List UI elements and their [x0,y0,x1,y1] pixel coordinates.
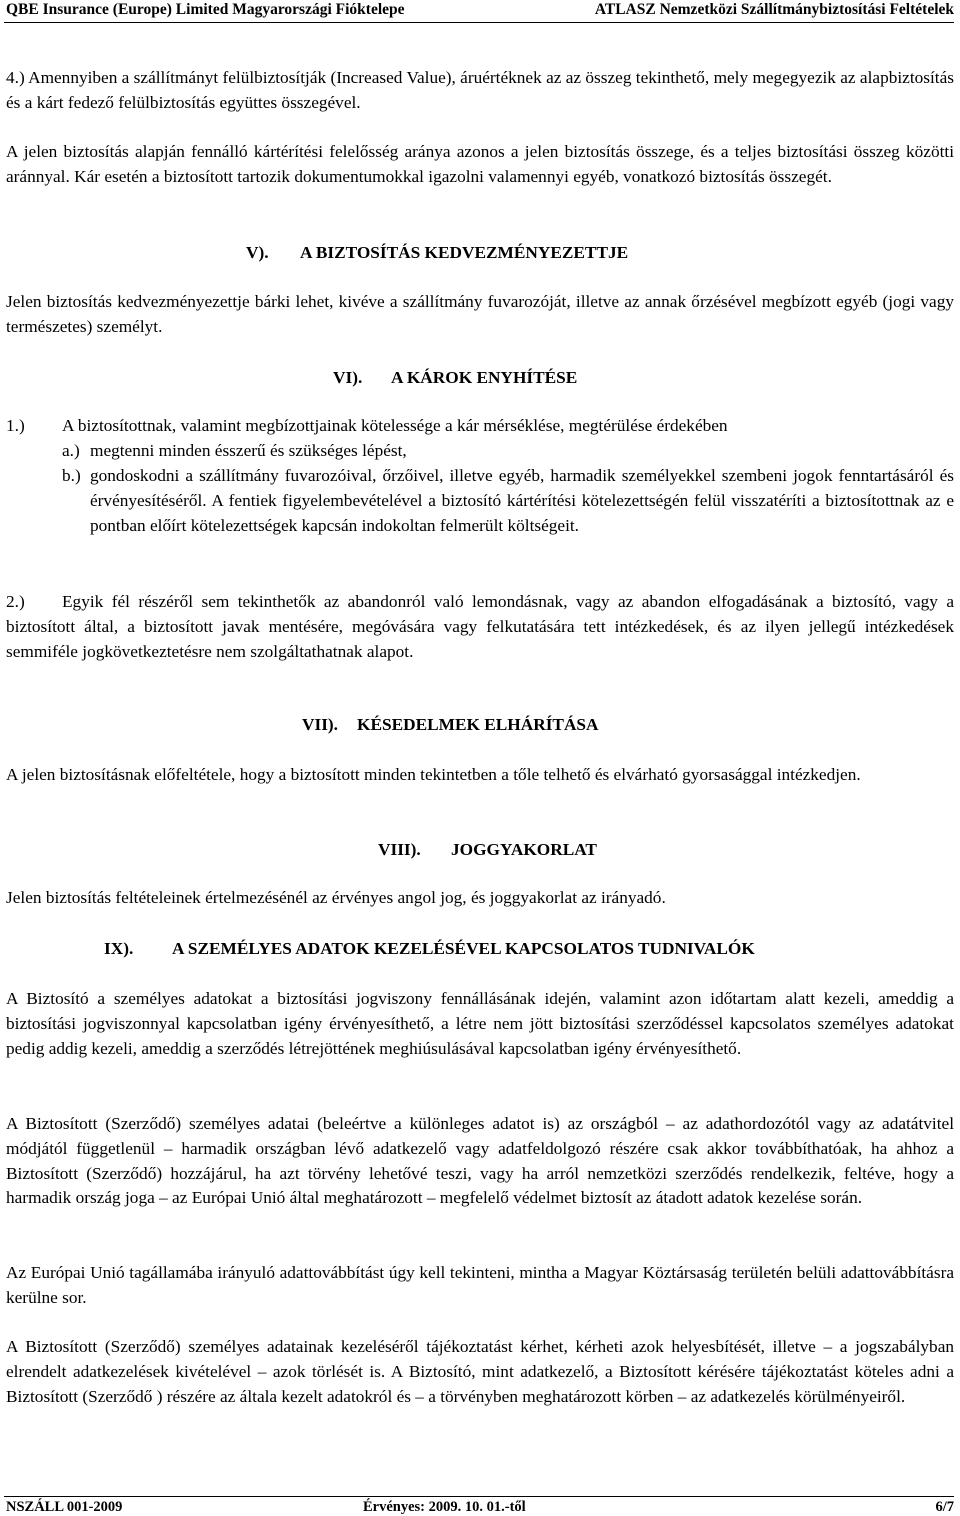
paragraph-data-transfer: A Biztosított (Szerződő) személyes adatai (beleértve a különleges adatot is) az országból – az adathordozótól vagy az adatátvitel módjától függetlenül – harmadik országban lévő adatkezelő vagy adatfeldolgozó részére csak akkor továbbíthatóak, ha ahhoz a Biztosított (Szerződő) hozzájárul, ha azt törvény lehetővé teszi, vagy ha arról nemzetközi szerződés rendelkezik, feltéve, hogy a harmadik ország joga – az Európai Unió által meghatározott – megfelelő védelmet biztosít az átadott adatok kezelése során. [6,1114,954,1208]
item-text: A biztosítottnak, valamint megbízottjainak kötelessége a kár mérséklése, megtérülése érdekében [62,416,728,435]
section-heading-viii [378,838,597,862]
item-text: Egyik fél részéről sem tekinthetők az abandonról való lemondásnak, vagy az abandon elfogadásának a biztosító, vagy a biztosított által, a biztosított javak mentésére, megóvására vagy felkutatására tett intézkedések, és az ilyen jellegű intézkedések semmiféle jogkövetkeztetésre nem szolgáltathatnak alapot. [6,592,954,661]
paragraph-beneficiary: Jelen biztosítás kedvezményezettje bárki lehet, kivéve a szállítmány fuvarozóját, illetve az annak őrzésével megbízott egyéb (jogi vagy természetes) személyt. [6,292,954,336]
sub-item-b [62,464,954,538]
paragraph-jurisprudence: Jelen biztosítás feltételeinek értelmezésénél az érvényes angol jog, és joggyakorlat az irányadó. [6,888,666,907]
header-right: ATLASZ Nemzetközi Szállítmánybiztosítási Feltételek [594,1,954,18]
paragraph-eu-transfer: Az Európai Unió tagállamába irányuló adattovábbítást úgy kell tekinteni, mintha a Magyar Köztársaság területén belüli adattovábbításra kerülne sor. [6,1263,954,1307]
section-number: VII). [302,715,339,734]
section-title: JOGGYAKORLAT [451,840,597,859]
section-number: V). [246,243,269,262]
header-left: QBE Insurance (Europe) Limited Magyarországi Fióktelepe [6,1,405,18]
list-item-2 [6,590,954,664]
section-title: A BIZTOSÍTÁS KEDVEZMÉNYEZETTJE [300,243,629,262]
section-number: IX). [104,939,134,958]
paragraph-liability-ratio: A jelen biztosítás alapján fennálló kártérítési felelősség aránya azonos a jelen biztosítás összege, és a teljes biztosítási összeg közötti aránnyal. Kár esetén a biztosított tartozik dokumentumokkal igazolni valamennyi egyéb, vonatkozó biztosítás összegét. [6,142,954,186]
item-number: 1.) [6,416,25,435]
section-heading-v [246,241,628,265]
section-heading-vi [333,366,577,390]
section-number: VI). [333,368,363,387]
list-item-1 [6,414,954,440]
page-footer [6,1498,954,1516]
section-title: A KÁROK ENYHÍTÉSE [391,368,578,387]
header-rule [4,22,954,23]
section-title: KÉSEDELMEK ELHÁRÍTÁSA [357,715,599,734]
section-title: A SZEMÉLYES ADATOK KEZELÉSÉVEL KAPCSOLATOS TUDNIVALÓK [172,939,755,958]
page-header [6,0,954,24]
footer-rule [4,1496,954,1497]
footer-page-number: 6/7 [935,1499,954,1515]
footer-document-code: NSZÁLL 001-2009 [6,1499,123,1515]
sub-item-label: b.) [62,466,81,485]
sub-item-label: a.) [62,441,80,460]
sub-item-text: gondoskodni a szállítmány fuvarozóival, őrzőivel, illetve egyéb, harmadik személyekkel szembeni jogok fenntartásáról és érvényesítéséről. A fentiek figyelembevételével a biztosító kártérítési kötelezettségén felül visszatéríti a biztosítottnak az e pontban előírt kötelezettségek kapcsán indokoltan felmerült költségeit. [90,466,954,535]
paragraph-data-retention: A Biztosító a személyes adatokat a biztosítási jogviszony fennállásának idején, valamint azon időtartam alatt kezeli, ameddig a biztosítási jogviszonnyal kapcsolatban igény érvényesíthető, a létre nem jött biztosítási szerződéssel kapcsolatos személyes adatokat pedig addig kezeli, ameddig a szerződés létrejöttének meghiúsulásával kapcsolatban igény érvényesíthető. [6,989,954,1058]
footer-validity-date: Érvényes: 2009. 10. 01.-től [363,1499,526,1515]
paragraph-delays: A jelen biztosításnak előfeltétele, hogy a biztosított minden tekintetben a tőle telhető és elvárható gyorsasággal intézkedjen. [6,765,861,784]
paragraph-increased-value: 4.) Amennyiben a szállítmányt felülbiztosítják (Increased Value), áruértéknek az az összeg tekinthető, mely megegyezik az alapbiztosítás és a kárt fedező felülbiztosítás együttes összegével. [6,68,954,112]
paragraph-data-rights: A Biztosított (Szerződő) személyes adatainak kezeléséről tájékoztatást kérhet, kérheti azok helyesbítését, illetve – a jogszabályban elrendelt adatkezelések kivételével – azok törlését is. A Biztosító, mint adatkezelő, a Biztosított kérésére tájékoztatást köteles adni a Biztosított (Szerződő ) részére az általa kezelt adatokról és – a törvényben meghatározott körben – az adatkezelés körülményeiről. [6,1337,954,1406]
section-heading-vii [302,713,599,737]
section-heading-ix [104,937,755,961]
item-number: 2.) [6,592,25,611]
sub-item-a [62,439,954,464]
sub-item-text: megtenni minden ésszerű és szükséges lépést, [90,441,407,460]
section-number: VIII). [378,840,421,859]
